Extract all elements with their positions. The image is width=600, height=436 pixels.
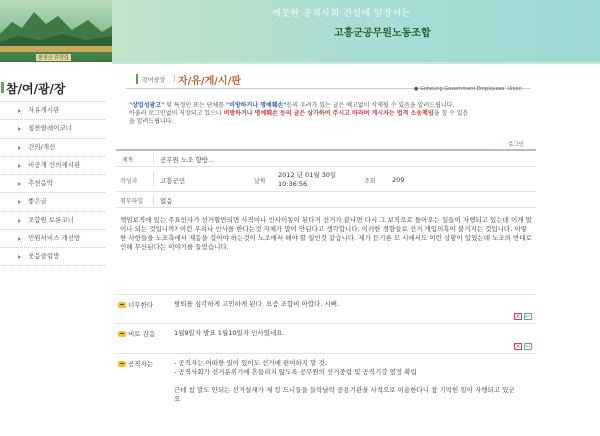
emoticon-icon — [118, 331, 126, 337]
comment-text: 1월9일자 발표 1월10일자 인사였네요. — [174, 329, 285, 337]
reply-comment-icon[interactable]: ↩ — [525, 343, 531, 350]
nav-item-label: 추천음악 — [28, 179, 54, 188]
login-link[interactable]: 로그인 — [508, 142, 524, 148]
comment-buttons — [514, 313, 534, 320]
bullet-icon — [18, 200, 21, 204]
nav-list — [0, 101, 105, 266]
header-logo-image[interactable] — [0, 0, 112, 62]
bullet-icon — [18, 255, 21, 259]
column-separator — [153, 194, 154, 205]
left-navigation — [0, 72, 105, 436]
nav-item-label: 칭찬릴레이코너 — [28, 124, 72, 133]
nav-item-label: 건의/개선 — [28, 142, 56, 151]
nav-title: 참/여/광/장 — [6, 82, 66, 96]
delete-comment-icon[interactable]: × — [515, 343, 521, 350]
nav-item-label: 자유게시판 — [28, 106, 60, 114]
page-title: 자/유/게/시/판 — [178, 76, 241, 87]
nav-item-label: 조합원 토론코너 — [28, 215, 75, 224]
breadcrumb-marker — [136, 74, 138, 84]
bullet-icon — [18, 219, 21, 223]
author-label: 작성자 — [120, 178, 138, 185]
subject-row — [116, 151, 536, 167]
emoticon-icon — [118, 361, 126, 367]
bullet-icon — [18, 146, 21, 150]
bullet-icon — [18, 127, 21, 131]
views-label: 조회 — [364, 178, 376, 185]
nav-item-civil-service[interactable] — [0, 229, 105, 247]
nav-item-recommended-music[interactable] — [0, 174, 105, 192]
comment-text: - 공직자는 어떠한 일이 있어도 선거에 편여하지 말 것. - 공직사회가 선거분위기에 흔들리지 않도록 공무원의 선거중립 및 공직기강 엄정 확립 근데 참 말도 안되는 선거설새가 제 킹 드니들을 들락날락 공용기관을 사적으로 이용한다니 참 기막힌 일이 자행되고 있군요 — [174, 359, 515, 403]
delete-comment-icon[interactable]: × — [515, 313, 521, 320]
breadcrumb-separator: | — [173, 74, 176, 82]
post-meta — [116, 151, 536, 208]
author-row — [116, 167, 536, 192]
nav-item-private-suggestion[interactable] — [0, 156, 105, 174]
date-label: 날짜 — [254, 178, 266, 185]
breadcrumb-english: ● Goheung Government Employees' Union — [414, 86, 522, 92]
nav-item-free-board[interactable] — [0, 101, 105, 119]
comment-item — [116, 294, 536, 323]
attachment-value: 없음 — [160, 197, 173, 205]
header-union-name: 고흥군공무원노동조합 — [334, 28, 431, 39]
reply-comment-icon[interactable]: ↩ — [525, 313, 531, 320]
column-separator — [153, 153, 154, 164]
breadcrumb — [126, 67, 531, 92]
logo-caption: 팔영산 휴양림 — [38, 55, 69, 61]
comment-author: 비토 감음 — [118, 329, 155, 338]
nav-item-label: 민원서비스 개선방 — [28, 234, 81, 243]
bullet-icon — [18, 182, 21, 186]
post-body: 책임보직에 있는 주요인사가 선거할만되면 사직이나 인사이동이 된다거 선거가 끝나면 다시 그 보직으로 돌아오는 일들이 자행되고 있는데 이게 말이나 되는 것입니까? 이런 우리나 인사를 한다는것 자체가 말이 안된다고 생각합니다. 이러한 경향들로 선거 개입의혹이 불거지는 것입니다. 이렇한 사항들을 노조측에서 제동을 걸어야 하는것이 노조에서 해야 할 일인것 같습니다. 제가 듣기론 모 시에서도 이런 상황이 있었는데 노조의 반대로 인해 무산된다는 이야기를 들었습니다. — [120, 216, 532, 251]
nav-item-good-writing[interactable] — [0, 192, 105, 210]
nav-item-label: 웃음클럽방 — [28, 252, 60, 261]
comment-author: 너무한다 — [118, 300, 153, 309]
comment-author: 공직자는 — [118, 359, 153, 368]
post-author: 고흥군민 — [160, 177, 186, 185]
comment-item — [116, 353, 536, 433]
breadcrumb-section: 참여광장 — [142, 77, 166, 84]
header-slogan: 깨끗한 공직사회 건설에 앞장서는 — [272, 9, 411, 19]
column-separator — [153, 171, 154, 188]
comment-item — [116, 323, 536, 353]
attachment-label: 첨부파일 — [120, 198, 144, 205]
comment-list — [116, 294, 536, 433]
post-date: 2012 년 01월 30일 10:36:56 — [278, 171, 337, 188]
nav-item-laugh-club[interactable] — [0, 247, 105, 265]
site-header — [0, 0, 600, 62]
post-subject: 공무원 노조 향방... — [160, 156, 215, 164]
nav-item-label: 좋은글 — [28, 197, 47, 206]
nav-item-member-debate[interactable] — [0, 211, 105, 229]
mountain-illustration — [0, 8, 112, 52]
nav-title-marker — [1, 82, 4, 93]
nav-item-label: 비공개 건의게시판 — [28, 160, 81, 169]
comment-buttons — [514, 343, 534, 350]
nav-item-praise-relay[interactable] — [0, 119, 105, 137]
board-notice: "상업성광고" 및 특정인 또는 단체를 "비방하거나 명예훼손"등의 우려가 있는 글은 예고없이 삭제될 수 있음을 알려드립니다. 아울러 로그인없이 저장되고 있으나 비방하거나 명예훼손 등의 글은 삼가하여 주시고 바라며 게시자는 법적 소송책임을 질 수 있음을 알려드립니다. — [129, 102, 469, 125]
bullet-icon — [18, 164, 21, 168]
main-content — [116, 64, 600, 436]
bullet-icon — [18, 237, 21, 241]
attachment-row — [116, 192, 536, 208]
emoticon-icon — [118, 302, 126, 308]
subject-label: 제목 — [122, 157, 134, 164]
post-views: 209 — [392, 176, 405, 184]
bullet-icon — [18, 109, 21, 113]
comment-text: 탈퇴를 심각하게 고민하게 된다. 요즘 조합비 아깝다. 시뻐. — [174, 300, 340, 308]
nav-item-suggestion[interactable] — [0, 138, 105, 156]
